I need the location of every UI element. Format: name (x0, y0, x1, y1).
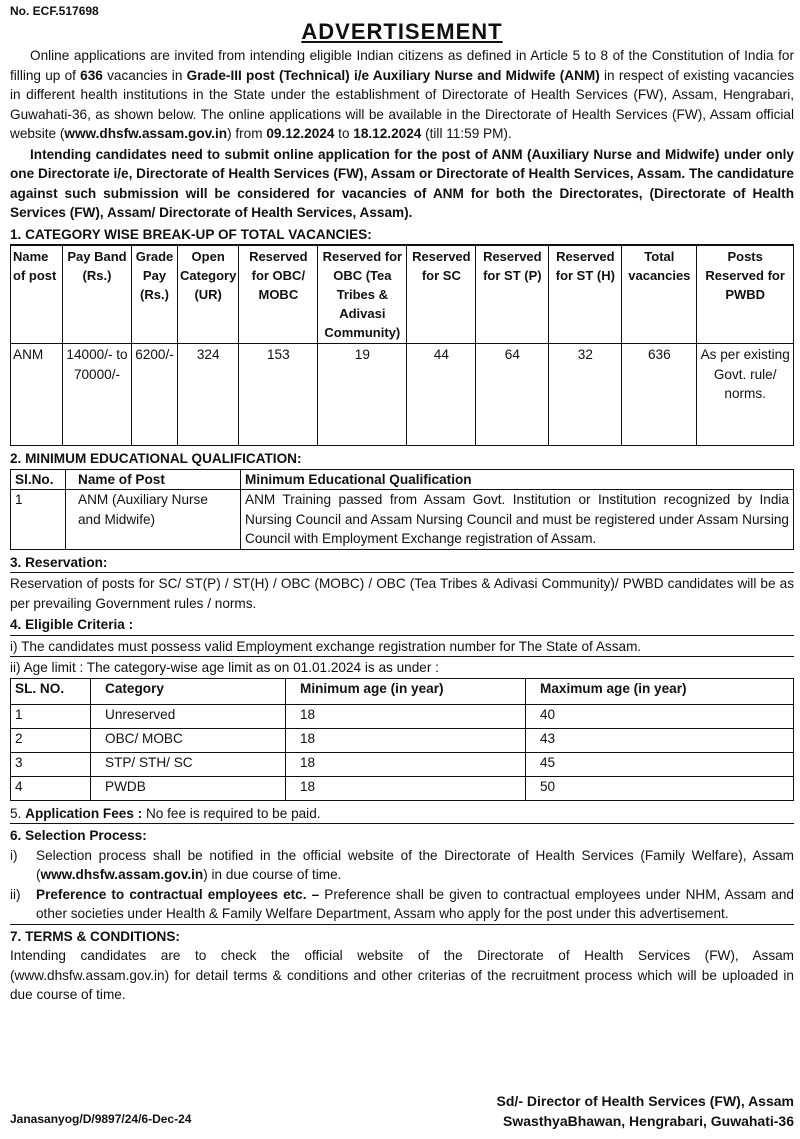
vacancy-header: Reserved for OBC/ MOBC (239, 246, 318, 344)
age-header: Minimum age (in year) (286, 678, 526, 704)
website-link: www.dhsfw.assam.gov.in (64, 126, 228, 141)
signature-block (497, 1085, 794, 1131)
age-row: 1 Unreserved 18 40 (11, 704, 794, 728)
age-header: Category (91, 678, 286, 704)
terms-text: Intending candidates are to check the official website of the Directorate of Health Services (FW), Assam (www.dhsfw.assam.gov.in) for detail terms & conditions and other criterias of the recruitment process which will be uploaded in due course of time. (10, 948, 794, 1002)
page-title: ADVERTISEMENT (301, 19, 503, 44)
vacancy-header: Reserved for OBC (Tea Tribes & Adivasi Community) (318, 246, 407, 344)
section-3-heading: 3. Reservation: (10, 553, 794, 574)
vacancy-header: Grade Pay (Rs.) (132, 246, 178, 344)
post-name: Grade-III post (Technical) i/e Auxiliary Nurse and Midwife (ANM) (186, 67, 600, 83)
application-fees: 5. Application Fees : No fee is required to be paid. (10, 801, 794, 825)
criteria-line-1: i) The candidates must possess valid Employment exchange registration number for The State of Assam. (10, 636, 794, 658)
vacancy-cell: 19 (318, 344, 407, 446)
age-header: Maximum age (in year) (526, 678, 794, 704)
signature-line-1: Sd/- Director of Health Services (FW), Assam (496, 1093, 794, 1109)
vacancy-header: Open Category (UR) (178, 246, 239, 344)
vacancy-cell: 32 (549, 344, 622, 446)
vacancy-header-row (11, 246, 794, 344)
age-header-row (11, 678, 794, 704)
vacancy-cell: 153 (239, 344, 318, 446)
section-6-heading: 6. Selection Process: (10, 828, 147, 843)
vacancy-cell: 14000/- to 70000/- (63, 344, 132, 446)
vacancy-row (11, 344, 794, 446)
selection-item-1: i) Selection process shall be notified in the official website of the Directorate of Health Services (Family Welfare), Assam (www.dhsfw.assam.gov.in) in due course of time. (10, 847, 794, 882)
vacancy-header: Posts Reserved for PWBD (697, 246, 794, 344)
reference-number: No. ECF.517698 (10, 4, 99, 18)
criteria-line-2: ii) Age limit : The category-wise age limit as on 01.01.2024 is as under : (10, 660, 439, 675)
vacancy-cell: 44 (407, 344, 476, 446)
selection-item-2: ii) Preference to contractual employees etc. – Preference shall be given to contractual employees under NHM, Assam and other societies under Health & Family Welfare Department, Assam who apply for the post under this advertisement. (10, 885, 794, 925)
vacancy-header: Total vacancies (622, 246, 697, 344)
section-2-heading: 2. MINIMUM EDUCATIONAL QUALIFICATION: (10, 451, 302, 466)
qualification-cell: 1 (11, 490, 66, 550)
age-row: 3 STP/ STH/ SC 18 45 (11, 752, 794, 776)
website-link: www.dhsfw.assam.gov.in (40, 867, 204, 882)
vacancy-cell: ANM (11, 344, 63, 446)
qualification-table (10, 469, 794, 550)
vacancy-cell: As per existing Govt. rule/ norms. (697, 344, 794, 446)
vacancy-cell: 636 (622, 344, 697, 446)
age-header: SL. NO. (11, 678, 91, 704)
signature-line-2: SwasthyaBhawan, Hengrabari, Guwahati-36 (503, 1113, 794, 1129)
end-date: 18.12.2024 (353, 126, 422, 141)
vacancy-cell: 6200/- (132, 344, 178, 446)
vacancy-header: Reserved for SC (407, 246, 476, 344)
age-row: 2 OBC/ MOBC 18 43 (11, 728, 794, 752)
qualification-header: Minimum Educational Qualification (241, 469, 794, 490)
vacancy-table (10, 245, 794, 446)
section-7-heading: 7. TERMS & CONDITIONS: (10, 928, 180, 944)
intro-paragraph: Online applications are invited from intending eligible Indian citizens as defined in Article 5 to 8 of the Constitution of India for filling up of 636 vacancies in Grade-III post (Technical) i/e Auxiliary Nurse and Midwife (ANM) in respect of existing vacancies in different health institutions in the State under the establishment of Directorate of Health Services (FW), Assam, Hengrabari, Guwahati-36, as shown below. The online applications will be available in the Directorate of Health Services (FW), Assam official website (www.dhsfw.assam.gov.in) from 09.12.2024 to 18.12.2024 (till 11:59 PM). (10, 48, 795, 141)
section-1-heading: 1. CATEGORY WISE BREAK-UP OF TOTAL VACANCIES: (10, 225, 794, 246)
qualification-cell: ANM Training passed from Assam Govt. Institution or Institution recognized by India Nursing Council and Assam Nursing Council and must be registered under Assam Nursing Council with Employment Exchange registration of Assam. (241, 490, 794, 550)
qualification-row (11, 490, 794, 550)
section-4-heading: 4. Eligible Criteria : (10, 615, 794, 636)
age-limit-table (10, 678, 794, 801)
age-row: 4 PWDB 18 50 (11, 776, 794, 800)
qualification-cell: ANM (Auxiliary Nurse and Midwife) (66, 490, 241, 550)
vacancy-cell: 324 (178, 344, 239, 446)
vacancy-cell: 64 (476, 344, 549, 446)
vacancy-header: Reserved for ST (P) (476, 246, 549, 344)
qualification-header-row (11, 469, 794, 490)
footer-reference: Janasanyog/D/9897/24/6-Dec-24 (10, 1111, 192, 1126)
vacancy-header: Name of post (11, 246, 63, 344)
qualification-header: Sl.No. (11, 469, 66, 490)
start-date: 09.12.2024 (266, 126, 335, 141)
vacancy-header: Reserved for ST (H) (549, 246, 622, 344)
vacancy-header: Pay Band (Rs.) (63, 246, 132, 344)
qualification-header: Name of Post (66, 469, 241, 490)
instruction-paragraph: Intending candidates need to submit online application for the post of ANM (Auxiliary Nurse and Midwife) under only one Directorate i/e, Directorate of Health Services (FW), Assam or Directorate of Health Services, Assam. The candidature against such submission will be considered for vacancies of ANM for both the Directorates, (Directorate of Health Services (FW), Assam/ Directorate of Health Services, Assam). (10, 146, 794, 220)
reservation-text: Reservation of posts for SC/ ST(P) / ST(H) / OBC (MOBC) / OBC (Tea Tribes & Adivasi Community)/ PWBD candidates will be as per prevailing Government rules / norms. (10, 576, 794, 611)
